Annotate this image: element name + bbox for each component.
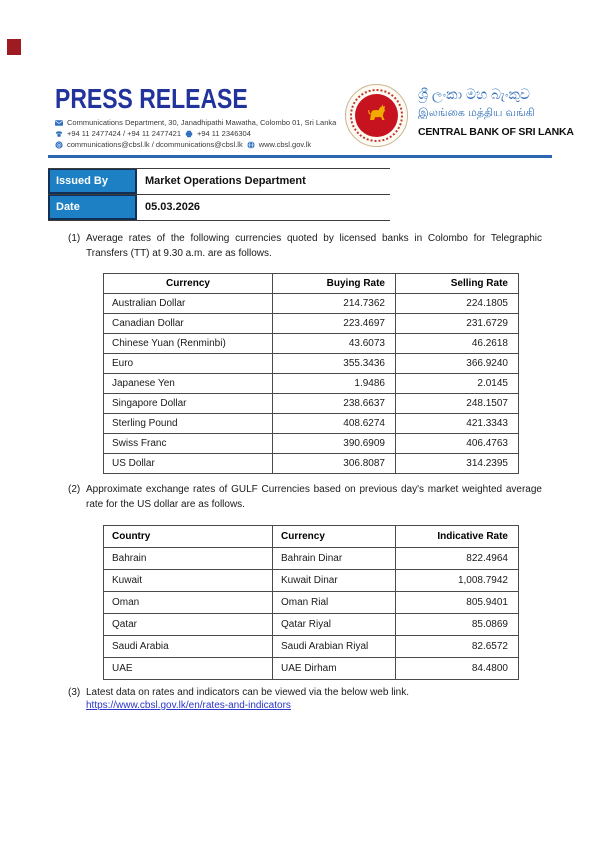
section-text: Approximate exchange rates of GULF Currencies based on previous day's market weighted average rate for the US dollar are as follows. [86, 484, 542, 510]
contact-fax: +94 11 2346304 [197, 129, 251, 138]
cell: Bahrain Dinar [273, 548, 396, 570]
cell: 84.4800 [396, 658, 519, 680]
cell: Japanese Yen [104, 374, 273, 394]
cell: 231.6729 [396, 314, 519, 334]
issued-by-value: Market Operations Department [145, 175, 306, 187]
contact-emails: communications@cbsl.lk / dcommunications@cbsl.lk [67, 140, 243, 149]
logo-dotted-ring [350, 89, 403, 142]
rates-indicators-link[interactable]: https://www.cbsl.gov.lk/en/rates-and-indicators [86, 700, 291, 711]
contact-email-row [55, 140, 336, 150]
table-row [104, 294, 519, 314]
cell: 2.0145 [396, 374, 519, 394]
date-label: Date [48, 195, 137, 220]
table-row [104, 570, 519, 592]
cell: Australian Dollar [104, 294, 273, 314]
cell: UAE Dirham [273, 658, 396, 680]
table-row [104, 314, 519, 334]
lion-emblem-icon [363, 99, 391, 132]
table-row [104, 592, 519, 614]
section-text: Average rates of the following currencies quoted by licensed banks in Colombo for Telegraphic Transfers (TT) at 9.30 a.m. are as follows. [86, 233, 542, 259]
table-row [104, 334, 519, 354]
column-header: Country [104, 526, 273, 548]
column-header: Indicative Rate [396, 526, 519, 548]
cell: 214.7362 [273, 294, 396, 314]
contact-address: Communications Department, 30, Janadhipathi Mawatha, Colombo 01, Sri Lanka [67, 118, 337, 127]
cell: Sterling Pound [104, 414, 273, 434]
cell: Saudi Arabian Riyal [273, 636, 396, 658]
section-1-paragraph [68, 231, 542, 261]
bank-name-block [418, 84, 574, 141]
column-header: Currency [104, 274, 273, 294]
header-divider-line [48, 155, 552, 158]
svg-text:@: @ [56, 142, 62, 149]
cell: Qatar [104, 614, 273, 636]
cell: 366.9240 [396, 354, 519, 374]
section-text: Latest data on rates and indicators can be viewed via the below web link. [86, 687, 409, 698]
cell: 85.0869 [396, 614, 519, 636]
date-value: 05.03.2026 [145, 201, 201, 213]
issued-by-row [48, 169, 390, 195]
gulf-rates-table [103, 525, 519, 680]
cell: Singapore Dollar [104, 394, 273, 414]
cell: 224.1805 [396, 294, 519, 314]
cell: Swiss Franc [104, 434, 273, 454]
cell: 248.1507 [396, 394, 519, 414]
table-row [104, 636, 519, 658]
cell: 82.6572 [396, 636, 519, 658]
cell: 355.3436 [273, 354, 396, 374]
cell: Qatar Riyal [273, 614, 396, 636]
cell: 43.6073 [273, 334, 396, 354]
section-2-paragraph [68, 482, 542, 512]
cell: 390.6909 [273, 434, 396, 454]
section-number: (1) [68, 233, 81, 244]
column-header: Buying Rate [273, 274, 396, 294]
header-row [104, 274, 519, 294]
cell: Kuwait Dinar [273, 570, 396, 592]
contact-phone-row [55, 129, 336, 139]
cbsl-logo [345, 84, 408, 147]
logo-outer-ring [345, 84, 408, 147]
cell: 306.8087 [273, 454, 396, 474]
cell: Canadian Dollar [104, 314, 273, 334]
phone-icon [55, 130, 63, 138]
table-row [104, 394, 519, 414]
table-row [104, 434, 519, 454]
fax-icon [185, 130, 193, 138]
table-row [104, 658, 519, 680]
cell: Saudi Arabia [104, 636, 273, 658]
scan-corner-mark [7, 39, 21, 55]
cell: 1,008.7942 [396, 570, 519, 592]
contact-website: www.cbsl.gov.lk [258, 140, 312, 149]
column-header: Currency [273, 526, 396, 548]
table-row [104, 548, 519, 570]
cell: 1.9486 [273, 374, 396, 394]
cell: 805.9401 [396, 592, 519, 614]
page-title: PRESS RELEASE [55, 83, 248, 114]
cell: Bahrain [104, 548, 273, 570]
cell: 421.3343 [396, 414, 519, 434]
cell: UAE [104, 658, 273, 680]
contact-block [55, 118, 336, 151]
globe-icon [247, 141, 255, 149]
issued-by-label: Issued By [48, 169, 137, 194]
date-row [48, 195, 390, 221]
bank-name-tamil: இலங்கை மத்திய வங்கி [418, 107, 535, 119]
section-number: (2) [68, 484, 81, 495]
table-row [104, 454, 519, 474]
cell: Oman Rial [273, 592, 396, 614]
at-sign-icon [55, 141, 63, 149]
cell: Oman [104, 592, 273, 614]
cell: 238.6637 [273, 394, 396, 414]
section-3-paragraph [68, 685, 542, 700]
cell: 314.2395 [396, 454, 519, 474]
bank-name-sinhala: ශ්‍රී ලංකා මහ බැංකුව [418, 86, 530, 102]
rates-link-line [86, 700, 291, 711]
logo-red-seal [355, 94, 398, 137]
contact-phones: +94 11 2477424 / +94 11 2477421 [67, 129, 181, 138]
cell: Kuwait [104, 570, 273, 592]
header-row [104, 526, 519, 548]
column-header: Selling Rate [396, 274, 519, 294]
contact-address-row [55, 118, 336, 128]
tt-rates-table [103, 273, 519, 474]
table-row [104, 374, 519, 394]
cell: 822.4964 [396, 548, 519, 570]
bank-name-english: CENTRAL BANK OF SRI LANKA [418, 126, 574, 138]
cell: US Dollar [104, 454, 273, 474]
cell: Euro [104, 354, 273, 374]
table-row [104, 414, 519, 434]
issue-meta-block [48, 168, 390, 221]
envelope-icon [55, 119, 63, 127]
cell: Chinese Yuan (Renminbi) [104, 334, 273, 354]
cell: 408.6274 [273, 414, 396, 434]
section-number: (3) [68, 687, 81, 698]
cell: 223.4697 [273, 314, 396, 334]
table-row [104, 614, 519, 636]
table-row [104, 354, 519, 374]
cell: 46.2618 [396, 334, 519, 354]
cell: 406.4763 [396, 434, 519, 454]
